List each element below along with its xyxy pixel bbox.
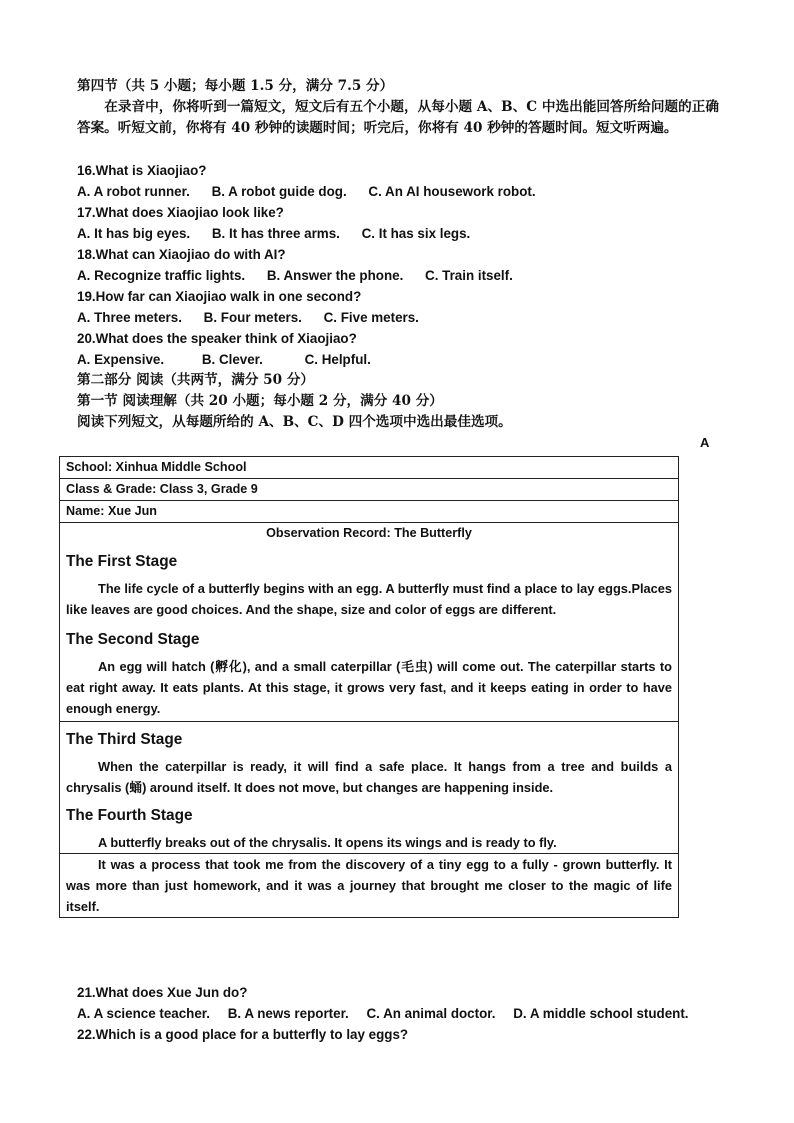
option: A. Three meters. xyxy=(77,310,182,325)
question-16-options xyxy=(77,181,554,202)
question-17: 17.What does Xiaojiao look like? xyxy=(77,205,284,220)
record-main-cell xyxy=(60,523,678,722)
option: B. A news reporter. xyxy=(227,1006,349,1021)
question-18-options xyxy=(77,265,531,286)
section4-instructions: 在录音中，你将听到一篇短文，短文后有五个小题，从每小题 A、B、C 中选出能回答所给问题的正确答案。听短文前，你将有 40 秒钟的读题时间；听完后，你将有 40 秒钟的答题时间。短文听两遍。 xyxy=(77,99,719,136)
option: C. Five meters. xyxy=(323,310,419,325)
school-row: School: Xinhua Middle School xyxy=(60,457,678,479)
option: A. Recognize traffic lights. xyxy=(77,268,246,283)
option: C. Helpful. xyxy=(304,352,371,367)
question-20: 20.What does the speaker think of Xiaojiao? xyxy=(77,331,357,346)
question-17-options xyxy=(77,223,488,244)
option: B. Clever. xyxy=(201,352,263,367)
option: C. An AI housework robot. xyxy=(368,184,536,199)
option: B. Four meters. xyxy=(203,310,302,325)
question-18: 18.What can Xiaojiao do with AI? xyxy=(77,247,286,262)
option: C. It has six legs. xyxy=(361,226,471,241)
stage-text: An egg will hatch (孵化), and a small caterpillar (毛虫) will come out. The caterpillar starts to eat right away. It eats plants. At this stage, it grows very fast, and it keeps eating in order to have enough energy. xyxy=(66,659,672,716)
record-stage-cell xyxy=(60,730,678,854)
option: D. A middle school student. xyxy=(513,1006,689,1021)
option: A. It has big eyes. xyxy=(77,226,191,241)
part2-heading: 第二部分 阅读（共两节，满分 50 分） xyxy=(77,372,315,388)
stage-heading: The Fourth Stage xyxy=(66,807,193,824)
stage-heading: The Third Stage xyxy=(66,731,183,748)
record-title: Observation Record: The Butterfly xyxy=(266,526,472,540)
stage-heading: The Second Stage xyxy=(66,631,200,648)
option: A. A science teacher. xyxy=(77,1006,210,1021)
option: A. A robot runner. xyxy=(77,184,190,199)
section4-heading: 第四节（共 5 小题；每小题 1.5 分，满分 7.5 分） xyxy=(77,78,394,94)
option: B. A robot guide dog. xyxy=(211,184,347,199)
question-21: 21.What does Xue Jun do? xyxy=(77,985,248,1000)
stage-heading: The First Stage xyxy=(66,553,178,570)
question-16: 16.What is Xiaojiao? xyxy=(77,163,207,178)
record-conclusion-cell xyxy=(60,854,678,917)
option: C. Train itself. xyxy=(425,268,513,283)
option: C. An animal doctor. xyxy=(366,1006,496,1021)
observation-record-table xyxy=(59,456,679,918)
question-20-options xyxy=(77,349,389,370)
part2-section1-heading: 第一节 阅读理解（共 20 小题；每小题 2 分，满分 40 分） xyxy=(77,393,443,409)
question-22: 22.Which is a good place for a butterfly to lay eggs? xyxy=(77,1027,409,1042)
stage-text: The life cycle of a butterfly begins with an egg. A butterfly must find a place to lay eggs.Places like leaves are good choices. And the shape, size and color of eggs are different. xyxy=(66,581,672,617)
option: B. It has three arms. xyxy=(211,226,340,241)
stage-text: A butterfly breaks out of the chrysalis. It opens its wings and is ready to fly. xyxy=(98,835,557,850)
name-row: Name: Xue Jun xyxy=(60,501,678,523)
question-21-options xyxy=(77,1003,689,1024)
question-19: 19.How far can Xiaojiao walk in one second? xyxy=(77,289,362,304)
passage-label: A xyxy=(700,435,710,450)
class-grade-row: Class & Grade: Class 3, Grade 9 xyxy=(60,479,678,501)
stage-text: When the caterpillar is ready, it will find a safe place. It hangs from a tree and builds a chrysalis (蛹) around itself. It does not move, but changes are happening inside. xyxy=(66,759,672,795)
option: B. Answer the phone. xyxy=(266,268,404,283)
part2-instructions: 阅读下列短文，从每题所给的 A、B、C、D 四个选项中选出最佳选项。 xyxy=(77,414,512,430)
conclusion-text: It was a process that took me from the discovery of a tiny egg to a fully - grown butterfly. It was more than just homework, and it was a journey that brought me closer to the magic of life itself. xyxy=(66,857,672,914)
question-19-options xyxy=(77,307,437,328)
option: A. Expensive. xyxy=(77,352,165,367)
